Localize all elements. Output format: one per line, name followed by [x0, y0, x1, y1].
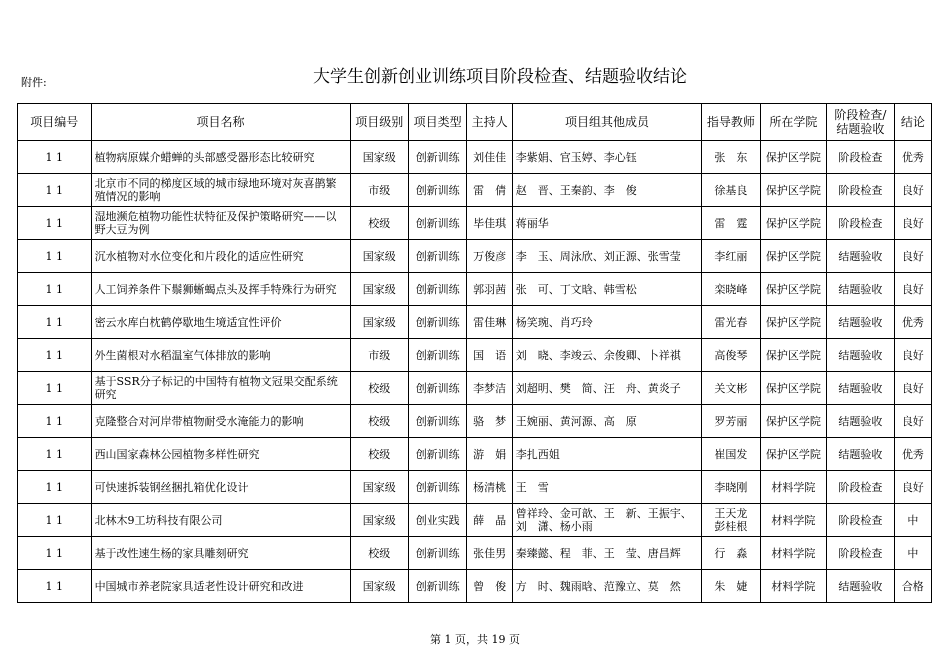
- cell-result: 良好: [894, 372, 931, 405]
- cell-members: 王 雪: [512, 471, 701, 504]
- cell-stage: 结题验收: [827, 570, 895, 603]
- cell-college: 保护区学院: [760, 372, 827, 405]
- cell-advisor: 罗芳丽: [702, 405, 760, 438]
- cell-result: 良好: [894, 207, 931, 240]
- cell-leader: 游 娟: [467, 438, 512, 471]
- cell-project-id: 1 1: [18, 207, 92, 240]
- cell-college: 保护区学院: [760, 339, 827, 372]
- cell-members: 秦臻懿、程 菲、王 莹、唐昌辉: [512, 537, 701, 570]
- header-level: 项目级别: [350, 104, 408, 141]
- table-row: [18, 471, 932, 504]
- cell-level: 校级: [350, 438, 408, 471]
- table-row: [18, 537, 932, 570]
- header-type: 项目类型: [408, 104, 466, 141]
- cell-stage: 结题验收: [827, 339, 895, 372]
- cell-level: 市级: [350, 174, 408, 207]
- cell-members: 王婉丽、黄河源、高 原: [512, 405, 701, 438]
- cell-leader: 骆 梦: [467, 405, 512, 438]
- cell-type: 创新训练: [408, 471, 466, 504]
- table-header-row: [18, 104, 932, 141]
- cell-level: 市级: [350, 339, 408, 372]
- cell-project-name: 可快速拆装钢丝捆扎箱优化设计: [91, 471, 350, 504]
- cell-leader: 李梦洁: [467, 372, 512, 405]
- cell-college: 保护区学院: [760, 306, 827, 339]
- table-row: [18, 306, 932, 339]
- cell-type: 创新训练: [408, 240, 466, 273]
- cell-project-id: 1 1: [18, 306, 92, 339]
- header-leader: 主持人: [467, 104, 512, 141]
- cell-members: 蒋丽华: [512, 207, 701, 240]
- cell-result: 良好: [894, 240, 931, 273]
- cell-level: 国家级: [350, 240, 408, 273]
- cell-stage: 结题验收: [827, 405, 895, 438]
- cell-advisor: 张 东: [702, 141, 760, 174]
- table-row: [18, 504, 932, 537]
- cell-project-id: 1 1: [18, 405, 92, 438]
- cell-project-id: 1 1: [18, 537, 92, 570]
- cell-result: 优秀: [894, 306, 931, 339]
- cell-leader: 张佳男: [467, 537, 512, 570]
- cell-project-name: 基于改性速生杨的家具雕刻研究: [91, 537, 350, 570]
- cell-project-id: 1 1: [18, 504, 92, 537]
- cell-stage: 结题验收: [827, 306, 895, 339]
- cell-members: 张 可、丁文晗、韩雪松: [512, 273, 701, 306]
- cell-project-id: 1 1: [18, 273, 92, 306]
- cell-level: 国家级: [350, 141, 408, 174]
- cell-result: 良好: [894, 471, 931, 504]
- cell-stage: 结题验收: [827, 372, 895, 405]
- cell-leader: 曾 俊: [467, 570, 512, 603]
- cell-type: 创新训练: [408, 537, 466, 570]
- cell-advisor: 关文彬: [702, 372, 760, 405]
- header-result: 结论: [894, 104, 931, 141]
- cell-result: 良好: [894, 174, 931, 207]
- table-body: [18, 141, 932, 603]
- cell-level: 国家级: [350, 504, 408, 537]
- cell-leader: 薛 晶: [467, 504, 512, 537]
- table-row: [18, 438, 932, 471]
- cell-project-name: 克隆整合对河岸带植物耐受水淹能力的影响: [91, 405, 350, 438]
- cell-type: 创新训练: [408, 339, 466, 372]
- cell-members: 杨笑琬、肖巧玲: [512, 306, 701, 339]
- cell-college: 材料学院: [760, 471, 827, 504]
- cell-members: 李紫娟、官玉婷、李心钰: [512, 141, 701, 174]
- cell-project-id: 1 1: [18, 174, 92, 207]
- cell-level: 国家级: [350, 306, 408, 339]
- cell-members: 曾祥玲、金可歆、王 新、王振宇、刘 潇、杨小雨: [512, 504, 701, 537]
- cell-type: 创新训练: [408, 372, 466, 405]
- cell-project-name: 密云水库白枕鹤停歇地生境适宜性评价: [91, 306, 350, 339]
- cell-project-name: 中国城市养老院家具适老性设计研究和改进: [91, 570, 350, 603]
- page-title: 大学生创新创业训练项目阶段检查、结题验收结论: [313, 67, 687, 87]
- cell-result: 优秀: [894, 141, 931, 174]
- table-row: [18, 141, 932, 174]
- cell-project-id: 1 1: [18, 339, 92, 372]
- page-number: 第 1 页，共 19 页: [430, 633, 520, 646]
- cell-leader: 杨清桃: [467, 471, 512, 504]
- cell-advisor: 栾晓峰: [702, 273, 760, 306]
- cell-result: 良好: [894, 273, 931, 306]
- table-row: [18, 273, 932, 306]
- cell-leader: 郭羽茜: [467, 273, 512, 306]
- cell-college: 材料学院: [760, 504, 827, 537]
- cell-college: 材料学院: [760, 570, 827, 603]
- header-stage: 阶段检查/ 结题验收: [827, 104, 895, 141]
- cell-project-id: 1 1: [18, 570, 92, 603]
- cell-level: 国家级: [350, 273, 408, 306]
- header-advisor: 指导教师: [702, 104, 760, 141]
- cell-members: 李扎西姐: [512, 438, 701, 471]
- cell-leader: 国 语: [467, 339, 512, 372]
- cell-project-name: 外生菌根对水稻温室气体排放的影响: [91, 339, 350, 372]
- cell-college: 保护区学院: [760, 405, 827, 438]
- cell-college: 保护区学院: [760, 174, 827, 207]
- cell-leader: 刘佳佳: [467, 141, 512, 174]
- cell-advisor: 行 淼: [702, 537, 760, 570]
- cell-members: 刘超明、樊 简、汪 舟、黄炎子: [512, 372, 701, 405]
- cell-stage: 阶段检查: [827, 471, 895, 504]
- cell-project-name: 沉水植物对水位变化和片段化的适应性研究: [91, 240, 350, 273]
- cell-members: 刘 晓、李竣云、余俊卿、卜祥祺: [512, 339, 701, 372]
- cell-type: 创新训练: [408, 405, 466, 438]
- cell-result: 中: [894, 537, 931, 570]
- result-table: [17, 103, 932, 603]
- cell-leader: 毕佳琪: [467, 207, 512, 240]
- cell-advisor: 李晓刚: [702, 471, 760, 504]
- cell-stage: 结题验收: [827, 273, 895, 306]
- table-row: [18, 372, 932, 405]
- cell-leader: 雷佳琳: [467, 306, 512, 339]
- table-row: [18, 174, 932, 207]
- cell-type: 创新训练: [408, 174, 466, 207]
- cell-level: 校级: [350, 372, 408, 405]
- cell-advisor: 高俊琴: [702, 339, 760, 372]
- cell-advisor: 雷 霆: [702, 207, 760, 240]
- cell-project-name: 人工饲养条件下鬃狮蜥蝎点头及挥手特殊行为研究: [91, 273, 350, 306]
- table-row: [18, 207, 932, 240]
- cell-advisor: 朱 婕: [702, 570, 760, 603]
- cell-result: 中: [894, 504, 931, 537]
- cell-level: 国家级: [350, 570, 408, 603]
- cell-members: 方 时、魏雨晗、范豫立、莫 然: [512, 570, 701, 603]
- cell-college: 保护区学院: [760, 273, 827, 306]
- cell-result: 良好: [894, 339, 931, 372]
- cell-project-name: 湿地濒危植物功能性状特征及保护策略研究——以野大豆为例: [91, 207, 350, 240]
- header-members: 项目组其他成员: [512, 104, 701, 141]
- cell-advisor: 李红丽: [702, 240, 760, 273]
- cell-level: 校级: [350, 537, 408, 570]
- cell-leader: 雷 倩: [467, 174, 512, 207]
- cell-type: 创新训练: [408, 207, 466, 240]
- cell-members: 赵 晋、王秦韵、李 俊: [512, 174, 701, 207]
- cell-stage: 阶段检查: [827, 537, 895, 570]
- cell-project-id: 1 1: [18, 471, 92, 504]
- cell-project-name: 基于SSR分子标记的中国特有植物文冠果交配系统研究: [91, 372, 350, 405]
- cell-project-name: 北林木9工坊科技有限公司: [91, 504, 350, 537]
- cell-level: 校级: [350, 405, 408, 438]
- cell-advisor: 徐基良: [702, 174, 760, 207]
- cell-college: 材料学院: [760, 537, 827, 570]
- cell-project-name: 西山国家森林公园植物多样性研究: [91, 438, 350, 471]
- cell-result: 合格: [894, 570, 931, 603]
- cell-college: 保护区学院: [760, 207, 827, 240]
- cell-level: 国家级: [350, 471, 408, 504]
- cell-stage: 阶段检查: [827, 207, 895, 240]
- header-project-name: 项目名称: [91, 104, 350, 141]
- attachment-label: 附件:: [21, 76, 47, 89]
- cell-college: 保护区学院: [760, 141, 827, 174]
- header-project-id: 项目编号: [18, 104, 92, 141]
- cell-type: 创新训练: [408, 273, 466, 306]
- cell-project-name: 北京市不同的梯度区域的城市绿地环境对灰喜鹊繁殖情况的影响: [91, 174, 350, 207]
- cell-advisor: 雷光春: [702, 306, 760, 339]
- cell-project-id: 1 1: [18, 141, 92, 174]
- cell-result: 良好: [894, 405, 931, 438]
- cell-result: 优秀: [894, 438, 931, 471]
- cell-leader: 万俊彦: [467, 240, 512, 273]
- table-row: [18, 570, 932, 603]
- cell-project-name: 植物病原媒介蜡蝉的头部感受器形态比较研究: [91, 141, 350, 174]
- cell-stage: 结题验收: [827, 438, 895, 471]
- header-college: 所在学院: [760, 104, 827, 141]
- cell-type: 创业实践: [408, 504, 466, 537]
- cell-type: 创新训练: [408, 570, 466, 603]
- cell-type: 创新训练: [408, 306, 466, 339]
- cell-type: 创新训练: [408, 141, 466, 174]
- table-row: [18, 339, 932, 372]
- cell-stage: 阶段检查: [827, 141, 895, 174]
- cell-stage: 阶段检查: [827, 174, 895, 207]
- cell-advisor: 王天龙 彭桂根: [702, 504, 760, 537]
- cell-project-id: 1 1: [18, 372, 92, 405]
- cell-college: 保护区学院: [760, 438, 827, 471]
- cell-project-id: 1 1: [18, 240, 92, 273]
- cell-level: 校级: [350, 207, 408, 240]
- cell-stage: 结题验收: [827, 240, 895, 273]
- cell-type: 创新训练: [408, 438, 466, 471]
- cell-project-id: 1 1: [18, 438, 92, 471]
- cell-advisor: 崔国发: [702, 438, 760, 471]
- cell-college: 保护区学院: [760, 240, 827, 273]
- table-row: [18, 240, 932, 273]
- cell-stage: 阶段检查: [827, 504, 895, 537]
- table-row: [18, 405, 932, 438]
- cell-members: 李 玉、周泳欣、刘正源、张雪莹: [512, 240, 701, 273]
